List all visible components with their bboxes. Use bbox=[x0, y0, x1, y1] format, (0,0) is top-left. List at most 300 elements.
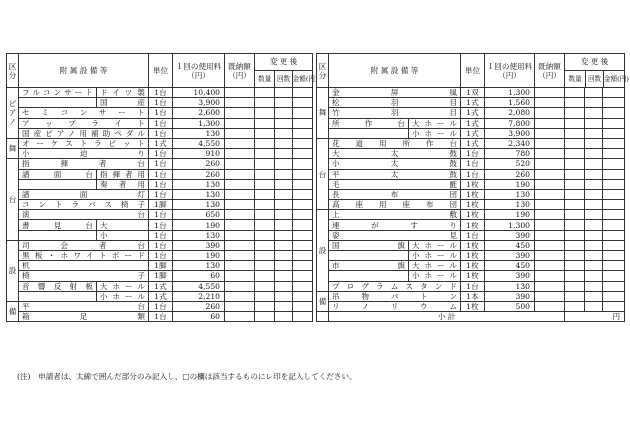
paid-input[interactable] bbox=[535, 251, 565, 261]
table-row bbox=[7, 149, 313, 159]
paid-input[interactable] bbox=[535, 301, 565, 311]
fee-cell: 190 bbox=[173, 251, 225, 261]
amount-input[interactable] bbox=[293, 200, 313, 210]
table-row bbox=[7, 88, 313, 98]
qty-input[interactable] bbox=[255, 98, 275, 108]
category-label: ピアノ bbox=[7, 88, 19, 139]
paid-input[interactable] bbox=[535, 98, 565, 108]
times-input[interactable] bbox=[275, 128, 293, 138]
equipment-name: 国産ピアノ用補助ペダル bbox=[19, 128, 149, 138]
amount-input[interactable] bbox=[293, 251, 313, 261]
amount-input[interactable] bbox=[293, 169, 313, 179]
paid-input[interactable] bbox=[535, 291, 565, 301]
header-times: 回数 bbox=[275, 71, 292, 87]
amount-input[interactable] bbox=[293, 108, 313, 118]
category-label: 設 bbox=[7, 240, 19, 301]
paid-input[interactable] bbox=[535, 271, 565, 281]
equipment-variant: 大ホール bbox=[409, 240, 461, 250]
paid-input[interactable] bbox=[225, 128, 255, 138]
table-row bbox=[317, 128, 625, 138]
qty-input[interactable] bbox=[565, 98, 585, 108]
qty-input[interactable] bbox=[255, 189, 275, 199]
paid-input[interactable] bbox=[225, 220, 255, 230]
equipment-name: 大 太 鼓 bbox=[329, 149, 461, 159]
qty-input[interactable] bbox=[255, 220, 275, 230]
times-input[interactable] bbox=[275, 108, 293, 118]
table-row bbox=[7, 189, 313, 199]
left-equipment-table bbox=[6, 53, 318, 322]
amount-input[interactable] bbox=[293, 189, 313, 199]
table-row bbox=[317, 281, 625, 291]
equipment-name: 音 響 反 射 板 bbox=[19, 281, 97, 291]
times-input[interactable] bbox=[275, 149, 293, 159]
fee-cell: 520 bbox=[485, 159, 535, 169]
qty-input[interactable] bbox=[565, 108, 585, 118]
times-input[interactable] bbox=[585, 251, 603, 261]
qty-input[interactable] bbox=[255, 149, 275, 159]
times-input[interactable] bbox=[275, 169, 293, 179]
paid-input[interactable] bbox=[225, 98, 255, 108]
table-row bbox=[317, 240, 625, 250]
paid-input[interactable] bbox=[225, 108, 255, 118]
amount-input[interactable] bbox=[603, 98, 625, 108]
fee-cell: 130 bbox=[173, 179, 225, 189]
unit-cell: 1枚 bbox=[461, 271, 485, 281]
table-row bbox=[317, 189, 625, 199]
times-input[interactable] bbox=[585, 88, 603, 98]
paid-input[interactable] bbox=[225, 159, 255, 169]
times-input[interactable] bbox=[275, 261, 293, 271]
amount-input[interactable] bbox=[603, 301, 625, 311]
fee-cell: 390 bbox=[485, 271, 535, 281]
qty-input[interactable] bbox=[255, 281, 275, 291]
amount-input[interactable] bbox=[603, 138, 625, 148]
qty-input[interactable] bbox=[255, 159, 275, 169]
amount-input[interactable] bbox=[293, 240, 313, 250]
table-row bbox=[317, 88, 625, 98]
amount-input[interactable] bbox=[293, 281, 313, 291]
fee-cell: 390 bbox=[485, 291, 535, 301]
times-input[interactable] bbox=[585, 138, 603, 148]
times-input[interactable] bbox=[275, 312, 293, 322]
qty-input[interactable] bbox=[255, 210, 275, 220]
unit-cell: 1台 bbox=[461, 230, 485, 240]
paid-input[interactable] bbox=[225, 291, 255, 301]
header-paid: 既納額（円） bbox=[225, 54, 255, 88]
table-row bbox=[7, 169, 313, 179]
fee-cell: 260 bbox=[173, 169, 225, 179]
table-row bbox=[7, 301, 313, 311]
unit-cell: 1台 bbox=[149, 210, 173, 220]
qty-input[interactable] bbox=[255, 261, 275, 271]
unit-cell: 1台 bbox=[461, 149, 485, 159]
qty-input[interactable] bbox=[255, 271, 275, 281]
paid-input[interactable] bbox=[535, 169, 565, 179]
amount-input[interactable] bbox=[293, 149, 313, 159]
equipment-variant: 小ホール bbox=[97, 291, 149, 301]
amount-input[interactable] bbox=[293, 261, 313, 271]
qty-input[interactable] bbox=[255, 240, 275, 250]
fee-cell: 3,900 bbox=[173, 98, 225, 108]
table-row bbox=[317, 230, 625, 240]
times-input[interactable] bbox=[275, 251, 293, 261]
equipment-name: 机 bbox=[19, 261, 149, 271]
fee-cell: 260 bbox=[173, 301, 225, 311]
qty-input[interactable] bbox=[565, 138, 585, 148]
table-row bbox=[317, 200, 625, 210]
amount-input[interactable] bbox=[293, 98, 313, 108]
qty-input[interactable] bbox=[565, 261, 585, 271]
qty-input[interactable] bbox=[565, 200, 585, 210]
times-input[interactable] bbox=[275, 159, 293, 169]
paid-input[interactable] bbox=[225, 200, 255, 210]
unit-cell: 1台 bbox=[461, 169, 485, 179]
unit-cell: 1式 bbox=[149, 281, 173, 291]
paid-input[interactable] bbox=[225, 301, 255, 311]
qty-input[interactable] bbox=[565, 118, 585, 128]
qty-input[interactable] bbox=[565, 251, 585, 261]
unit-cell: 1台 bbox=[149, 312, 173, 322]
unit-cell: 1式 bbox=[461, 118, 485, 128]
header-amount: 金額(円) bbox=[603, 75, 629, 83]
qty-input[interactable] bbox=[255, 301, 275, 311]
times-input[interactable] bbox=[585, 301, 603, 311]
equipment-name: フルコンサート bbox=[19, 88, 97, 98]
header-times: 回数 bbox=[586, 71, 604, 87]
fee-cell: 650 bbox=[173, 210, 225, 220]
amount-input[interactable] bbox=[603, 271, 625, 281]
unit-cell: 1式 bbox=[461, 128, 485, 138]
qty-input[interactable] bbox=[565, 281, 585, 291]
header-qty: 数量 bbox=[565, 71, 586, 87]
qty-input[interactable] bbox=[255, 108, 275, 118]
times-input[interactable] bbox=[585, 128, 603, 138]
unit-cell: 1式 bbox=[461, 138, 485, 148]
equipment-name: 譜 面 灯 bbox=[19, 189, 149, 199]
paid-input[interactable] bbox=[225, 240, 255, 250]
amount-input[interactable] bbox=[603, 128, 625, 138]
fee-cell: 130 bbox=[485, 281, 535, 291]
amount-input[interactable] bbox=[293, 128, 313, 138]
paid-input[interactable] bbox=[225, 179, 255, 189]
times-input[interactable] bbox=[585, 291, 603, 301]
qty-input[interactable] bbox=[255, 88, 275, 98]
unit-cell: 1台 bbox=[149, 179, 173, 189]
amount-input[interactable] bbox=[603, 189, 625, 199]
paid-input[interactable] bbox=[535, 128, 565, 138]
equipment-name: リ ノ リ ウ ム bbox=[329, 301, 461, 311]
times-input[interactable] bbox=[585, 189, 603, 199]
table-row bbox=[7, 281, 313, 291]
qty-input[interactable] bbox=[255, 128, 275, 138]
equipment-name: オ ー ケ ス ト ラ ピ ッ ト bbox=[19, 138, 149, 148]
equipment-variant: 小ホール bbox=[409, 271, 461, 281]
times-input[interactable] bbox=[275, 301, 293, 311]
paid-input[interactable] bbox=[225, 251, 255, 261]
paid-input[interactable] bbox=[225, 312, 255, 322]
amount-input[interactable] bbox=[603, 179, 625, 189]
unit-cell: 1脚 bbox=[149, 271, 173, 281]
times-input[interactable] bbox=[585, 179, 603, 189]
qty-input[interactable] bbox=[565, 240, 585, 250]
amount-input[interactable] bbox=[603, 159, 625, 169]
times-input[interactable] bbox=[585, 118, 603, 128]
paid-input[interactable] bbox=[535, 138, 565, 148]
fee-cell: 1,300 bbox=[485, 220, 535, 230]
amount-input[interactable] bbox=[603, 118, 625, 128]
table-row bbox=[317, 271, 625, 281]
amount-input[interactable] bbox=[293, 138, 313, 148]
paid-input[interactable] bbox=[535, 261, 565, 271]
paid-input[interactable] bbox=[535, 220, 565, 230]
amount-input[interactable] bbox=[293, 271, 313, 281]
times-input[interactable] bbox=[585, 98, 603, 108]
times-input[interactable] bbox=[275, 271, 293, 281]
qty-input[interactable] bbox=[565, 169, 585, 179]
times-input[interactable] bbox=[275, 220, 293, 230]
times-input[interactable] bbox=[585, 281, 603, 291]
times-input[interactable] bbox=[275, 88, 293, 98]
qty-input[interactable] bbox=[565, 149, 585, 159]
equipment-name: 上 敷 bbox=[329, 210, 461, 220]
qty-input[interactable] bbox=[255, 291, 275, 301]
amount-input[interactable] bbox=[603, 230, 625, 240]
table-row bbox=[317, 108, 625, 118]
paid-input[interactable] bbox=[225, 261, 255, 271]
fee-cell: 450 bbox=[485, 261, 535, 271]
times-input[interactable] bbox=[275, 98, 293, 108]
unit-cell: 1枚 bbox=[461, 210, 485, 220]
paid-input[interactable] bbox=[535, 200, 565, 210]
amount-input[interactable] bbox=[603, 169, 625, 179]
paid-input[interactable] bbox=[225, 118, 255, 128]
times-input[interactable] bbox=[275, 138, 293, 148]
amount-input[interactable] bbox=[603, 220, 625, 230]
qty-input[interactable] bbox=[255, 251, 275, 261]
times-input[interactable] bbox=[585, 159, 603, 169]
equipment-name: コ ン ト ラ バ ス 椅 子 bbox=[19, 200, 149, 210]
qty-input[interactable] bbox=[565, 189, 585, 199]
amount-input[interactable] bbox=[293, 301, 313, 311]
unit-cell: 1枚 bbox=[461, 220, 485, 230]
fee-cell: 1,300 bbox=[173, 118, 225, 128]
fee-cell: 130 bbox=[173, 128, 225, 138]
amount-input[interactable] bbox=[603, 88, 625, 98]
times-input[interactable] bbox=[585, 271, 603, 281]
times-input[interactable] bbox=[275, 240, 293, 250]
equipment-variant: 大ホール bbox=[97, 281, 149, 291]
qty-input[interactable] bbox=[255, 179, 275, 189]
unit-cell: 1台 bbox=[149, 149, 173, 159]
table-row bbox=[317, 138, 625, 148]
paid-input[interactable] bbox=[535, 240, 565, 250]
qty-input[interactable] bbox=[255, 118, 275, 128]
unit-cell: 1台 bbox=[149, 251, 173, 261]
equipment-name: 書 見 台 bbox=[19, 220, 97, 230]
fee-cell: 3,900 bbox=[485, 128, 535, 138]
times-input[interactable] bbox=[275, 118, 293, 128]
equipment-name: 毛 氈 bbox=[329, 179, 461, 189]
unit-cell: 1台 bbox=[149, 220, 173, 230]
amount-input[interactable] bbox=[603, 261, 625, 271]
qty-input[interactable] bbox=[565, 88, 585, 98]
paid-input[interactable] bbox=[535, 108, 565, 118]
fee-cell: 130 bbox=[173, 261, 225, 271]
unit-cell: 1双 bbox=[461, 88, 485, 98]
times-input[interactable] bbox=[585, 169, 603, 179]
paid-input[interactable] bbox=[535, 189, 565, 199]
amount-input[interactable] bbox=[293, 118, 313, 128]
amount-input[interactable] bbox=[603, 210, 625, 220]
fee-cell: 4,550 bbox=[173, 138, 225, 148]
amount-input[interactable] bbox=[603, 281, 625, 291]
times-input[interactable] bbox=[275, 210, 293, 220]
qty-input[interactable] bbox=[255, 169, 275, 179]
right-header-row bbox=[317, 54, 625, 88]
fee-cell: 2,210 bbox=[173, 291, 225, 301]
paid-input[interactable] bbox=[225, 169, 255, 179]
paid-input[interactable] bbox=[225, 281, 255, 291]
equipment-name: セ ミ コ ン サ ー ト bbox=[19, 108, 149, 118]
equipment-variant: ドイツ製 bbox=[97, 88, 149, 98]
unit-cell: 1台 bbox=[149, 230, 173, 240]
times-input[interactable] bbox=[585, 230, 603, 240]
amount-input[interactable] bbox=[293, 159, 313, 169]
paid-input[interactable] bbox=[225, 210, 255, 220]
qty-input[interactable] bbox=[565, 179, 585, 189]
times-input[interactable] bbox=[585, 210, 603, 220]
qty-input[interactable] bbox=[565, 291, 585, 301]
paid-input[interactable] bbox=[535, 179, 565, 189]
amount-input[interactable] bbox=[603, 108, 625, 118]
table-row bbox=[317, 98, 625, 108]
fee-cell: 4,550 bbox=[173, 281, 225, 291]
table-row bbox=[317, 159, 625, 169]
paid-input[interactable] bbox=[535, 159, 565, 169]
unit-cell: 1枚 bbox=[461, 179, 485, 189]
table-row bbox=[317, 210, 625, 220]
times-input[interactable] bbox=[275, 291, 293, 301]
table-row bbox=[317, 291, 625, 301]
amount-input[interactable] bbox=[603, 240, 625, 250]
fee-cell: 190 bbox=[485, 210, 535, 220]
equipment-name: 連 が す り bbox=[329, 220, 461, 230]
amount-input[interactable] bbox=[603, 251, 625, 261]
amount-input[interactable] bbox=[293, 220, 313, 230]
times-input[interactable] bbox=[585, 220, 603, 230]
equipment-name: 椅 子 bbox=[19, 271, 149, 281]
qty-input[interactable] bbox=[565, 210, 585, 220]
paid-input[interactable] bbox=[225, 230, 255, 240]
times-input[interactable] bbox=[585, 108, 603, 118]
amount-input[interactable] bbox=[603, 200, 625, 210]
paid-input[interactable] bbox=[535, 210, 565, 220]
qty-input[interactable] bbox=[255, 312, 275, 322]
amount-input[interactable] bbox=[293, 179, 313, 189]
equipment-name: 国 旗 bbox=[329, 240, 409, 250]
amount-input[interactable] bbox=[293, 210, 313, 220]
equipment-name: 小 太 鼓 bbox=[329, 159, 461, 169]
paid-input[interactable] bbox=[225, 138, 255, 148]
header-amount: 金額(円) bbox=[292, 75, 318, 83]
qty-input[interactable] bbox=[255, 200, 275, 210]
unit-cell: 1枚 bbox=[461, 240, 485, 250]
times-input[interactable] bbox=[585, 240, 603, 250]
qty-input[interactable] bbox=[255, 138, 275, 148]
equipment-name: 竹 羽 目 bbox=[329, 108, 461, 118]
fee-cell: 450 bbox=[485, 240, 535, 250]
table-row bbox=[7, 230, 313, 240]
paid-input[interactable] bbox=[535, 149, 565, 159]
amount-input[interactable] bbox=[603, 149, 625, 159]
unit-cell: 1台 bbox=[461, 159, 485, 169]
right-equipment-table bbox=[316, 53, 629, 322]
fee-cell: 390 bbox=[485, 251, 535, 261]
qty-input[interactable] bbox=[565, 271, 585, 281]
times-input[interactable] bbox=[275, 230, 293, 240]
qty-input[interactable] bbox=[255, 230, 275, 240]
subtotal-amount-input[interactable]: 円 bbox=[565, 312, 625, 322]
qty-input[interactable] bbox=[565, 128, 585, 138]
paid-input[interactable] bbox=[535, 88, 565, 98]
paid-input[interactable] bbox=[225, 149, 255, 159]
paid-input[interactable] bbox=[535, 118, 565, 128]
unit-cell: 1式 bbox=[149, 138, 173, 148]
fee-cell: 130 bbox=[485, 189, 535, 199]
equipment-variant: 大ホール bbox=[409, 118, 461, 128]
amount-input[interactable] bbox=[293, 291, 313, 301]
times-input[interactable] bbox=[275, 281, 293, 291]
times-input[interactable] bbox=[585, 200, 603, 210]
qty-input[interactable] bbox=[565, 301, 585, 311]
fee-cell: 1,300 bbox=[485, 88, 535, 98]
amount-input[interactable] bbox=[603, 291, 625, 301]
amount-input[interactable] bbox=[293, 312, 313, 322]
times-input[interactable] bbox=[275, 189, 293, 199]
equipment-name: 姿 見 bbox=[329, 230, 461, 240]
equipment-variant: 国 産 bbox=[97, 98, 149, 108]
times-input[interactable] bbox=[585, 261, 603, 271]
paid-input[interactable] bbox=[225, 88, 255, 98]
header-equipment: 附 属 設 備 等 bbox=[329, 54, 461, 88]
equipment-variant: 大ホール bbox=[409, 261, 461, 271]
times-input[interactable] bbox=[275, 200, 293, 210]
qty-input[interactable] bbox=[565, 159, 585, 169]
equipment-variant: 奏 者 用 bbox=[97, 179, 149, 189]
footnote: (注) 申請者は、太線で囲んだ部分のみ記入し、□の欄は該当するものにレ印を記入してください。 bbox=[17, 372, 357, 381]
equipment-variant: 小ホール bbox=[409, 128, 461, 138]
equipment-name bbox=[329, 271, 409, 281]
paid-input[interactable] bbox=[535, 230, 565, 240]
times-input[interactable] bbox=[275, 179, 293, 189]
times-input[interactable] bbox=[585, 149, 603, 159]
amount-input[interactable] bbox=[293, 88, 313, 98]
paid-input[interactable] bbox=[225, 271, 255, 281]
paid-input[interactable] bbox=[535, 281, 565, 291]
qty-input[interactable] bbox=[565, 230, 585, 240]
amount-input[interactable] bbox=[293, 230, 313, 240]
qty-input[interactable] bbox=[565, 220, 585, 230]
equipment-name bbox=[19, 230, 97, 240]
fee-cell: 260 bbox=[485, 169, 535, 179]
equipment-name: 司 会 者 台 bbox=[19, 240, 149, 250]
table-row bbox=[7, 291, 313, 301]
header-category: 区分 bbox=[317, 54, 329, 88]
equipment-name: 所 作 台 bbox=[329, 118, 409, 128]
paid-input[interactable] bbox=[225, 189, 255, 199]
subtotal-category bbox=[317, 312, 329, 322]
category-label: 台 bbox=[317, 138, 329, 209]
